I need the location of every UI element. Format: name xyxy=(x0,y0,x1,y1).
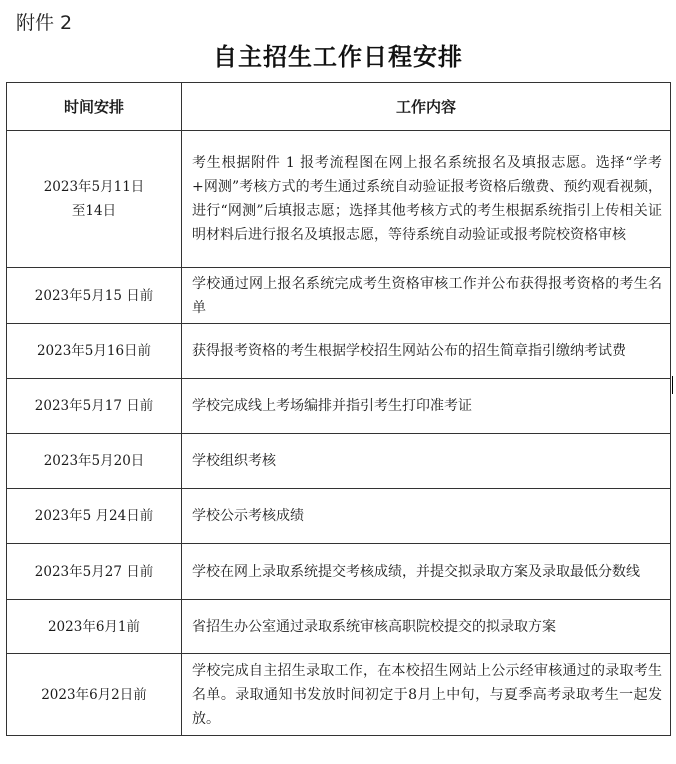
table-row xyxy=(7,268,671,324)
schedule-date-text: 2023年5月15 日前 xyxy=(34,287,154,304)
table-row xyxy=(7,324,671,379)
table-header-row xyxy=(7,83,671,131)
schedule-content: 省招生办公室通过录取系统审核高职院校提交的拟录取方案 xyxy=(182,600,671,654)
table-row xyxy=(7,544,671,600)
schedule-date-text: 2023年6月1前 xyxy=(47,618,141,635)
page-title: 自主招生工作日程安排 xyxy=(213,42,463,71)
attachment-label: 附件 2 xyxy=(16,12,73,34)
table-row xyxy=(7,379,671,434)
schedule-date xyxy=(7,324,182,379)
schedule-date-text: 2023年5月20日 xyxy=(43,453,145,469)
schedule-date xyxy=(7,131,182,268)
text-cursor xyxy=(672,376,673,394)
schedule-date-text: 2023年5月27 日前 xyxy=(34,563,154,580)
schedule-date xyxy=(7,544,182,600)
schedule-date-text: 2023年5月16日前 xyxy=(36,343,152,359)
table-row xyxy=(7,131,671,268)
schedule-date-text: 2023年6月2日前 xyxy=(41,686,147,703)
schedule-date xyxy=(7,654,182,736)
schedule-date-text: 2023年5月17 日前 xyxy=(34,398,154,414)
schedule-date xyxy=(7,379,182,434)
table-row xyxy=(7,434,671,489)
schedule-content: 学校公示考核成绩 xyxy=(182,489,671,544)
schedule-date xyxy=(7,600,182,654)
schedule-date-text: 2023年5月11日 至14日 xyxy=(43,179,145,219)
schedule-content: 学校通过网上报名系统完成考生资格审核工作并公布获得报考资格的考生名单 xyxy=(182,268,671,324)
schedule-content: 学校完成自主招生录取工作，在本校招生网站上公示经审核通过的录取考生名单。录取通知书发放时间初定于8月上中旬，与夏季高考录取考生一起发放。 xyxy=(182,654,671,736)
column-header-date: 时间安排 xyxy=(7,83,182,131)
schedule-content: 考生根据附件 1 报考流程图在网上报名系统报名及填报志愿。选择“学考+网测”考核方式的考生通过系统自动验证报考资格后缴费、预约观看视频，进行“网测”后填报志愿；选择其他考核方式的考生根据系统指引上传相关证明材料后进行报名及填报志愿，等待系统自动验证或报考院校资格审核 xyxy=(182,131,671,268)
schedule-content: 获得报考资格的考生根据学校招生网站公布的招生简章指引缴纳考试费 xyxy=(182,324,671,379)
schedule-date xyxy=(7,268,182,324)
schedule-date xyxy=(7,489,182,544)
schedule-content: 学校组织考核 xyxy=(182,434,671,489)
table-row xyxy=(7,654,671,736)
schedule-table xyxy=(6,82,671,736)
schedule-content: 学校完成线上考场编排并指引考生打印准考证 xyxy=(182,379,671,434)
schedule-date xyxy=(7,434,182,489)
schedule-content: 学校在网上录取系统提交考核成绩，并提交拟录取方案及录取最低分数线 xyxy=(182,544,671,600)
schedule-date-text: 2023年5 月24日前 xyxy=(34,508,154,524)
column-header-content: 工作内容 xyxy=(182,83,671,131)
table-row xyxy=(7,600,671,654)
table-row xyxy=(7,489,671,544)
